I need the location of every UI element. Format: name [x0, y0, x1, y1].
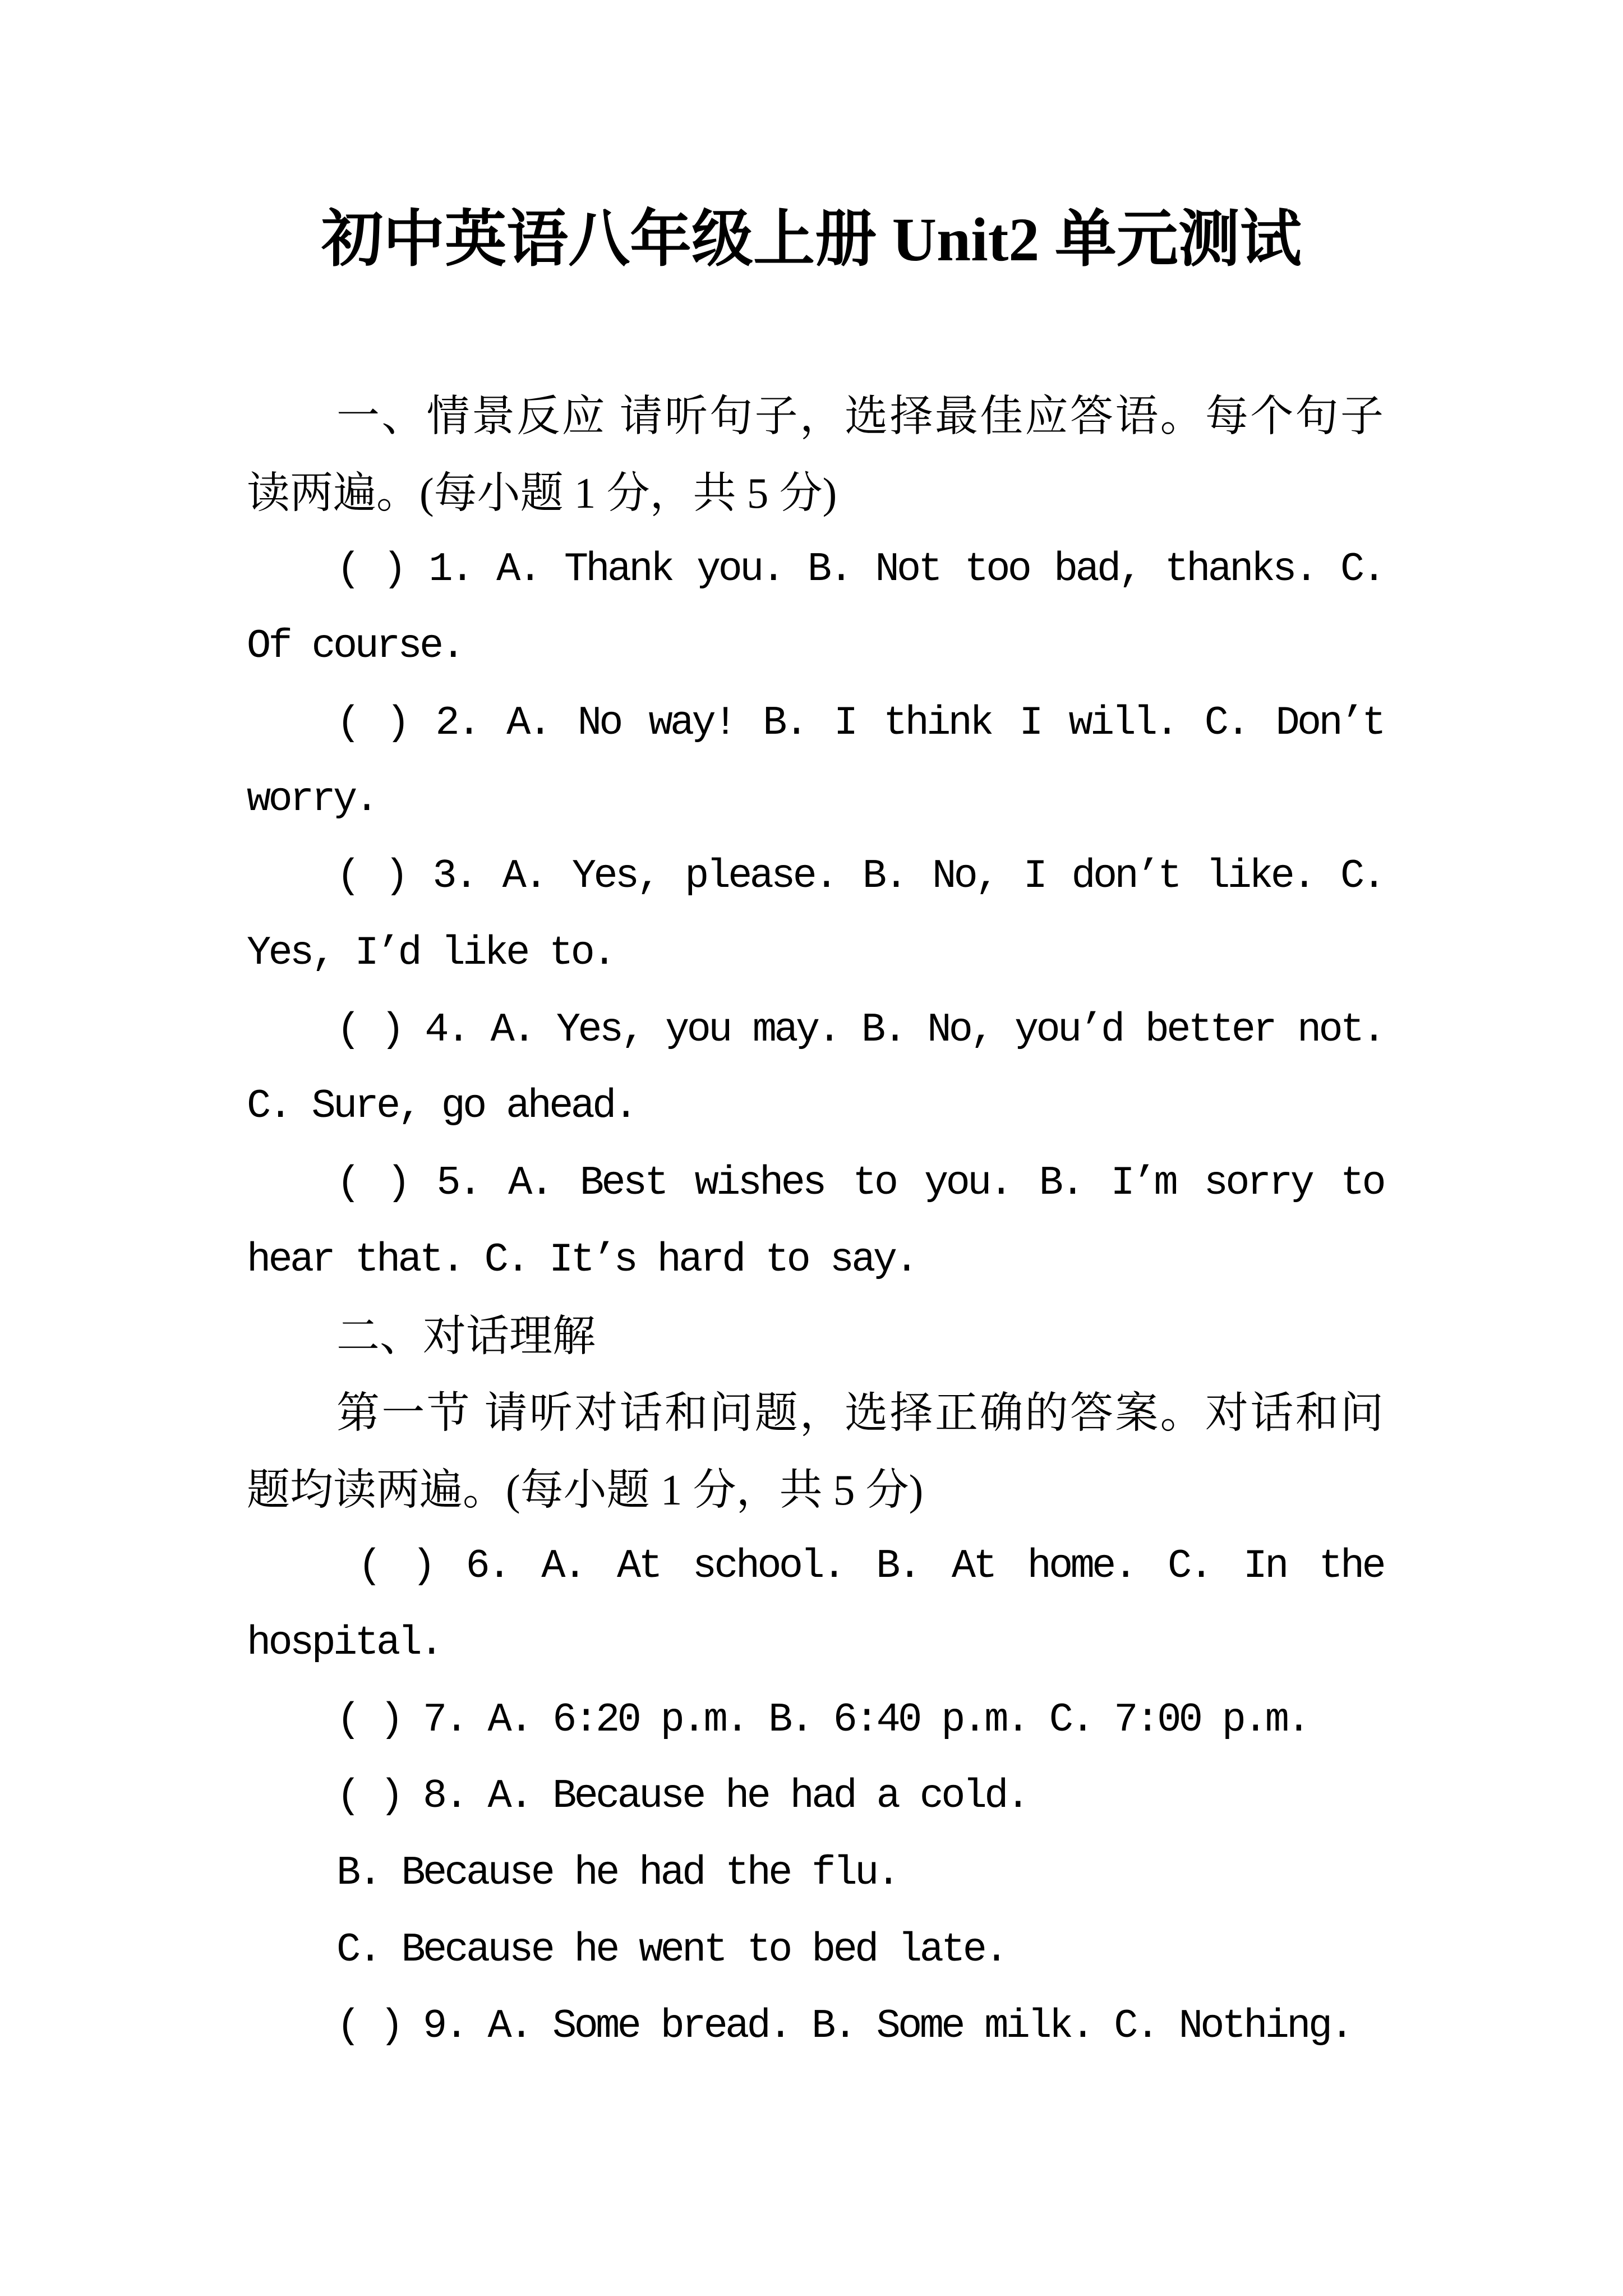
- instruction-line: 题均读两遍。(每小题 1 分，共 5 分): [247, 1465, 924, 1514]
- question-7: [247, 1682, 1384, 1759]
- part-1-instruction: [247, 1375, 1384, 1528]
- option-line: B. Because he had the flu.: [336, 1850, 898, 1897]
- section-1-instruction: [247, 378, 1384, 531]
- question-line: ( ) 5. A. Best wishes to you. B. I’m sorry to: [336, 1159, 1384, 1206]
- question-line: hospital.: [247, 1620, 441, 1666]
- question-3: [247, 838, 1384, 991]
- question-4: [247, 992, 1384, 1145]
- question-5: [247, 1145, 1384, 1298]
- question-9: [247, 1988, 1384, 2065]
- question-line: ( ) 9. A. Some bread. B. Some milk. C. Nothing.: [336, 2003, 1352, 2050]
- section-heading: 二、对话理解: [336, 1312, 596, 1361]
- question-line: ( ) 4. A. Yes, you may. B. No, you’d better not.: [336, 1006, 1384, 1053]
- question-line: ( ) 6. A. At school. B. At home. C. In the: [358, 1543, 1384, 1590]
- option-line: C. Because he went to bed late.: [336, 1926, 1006, 1973]
- instruction-line: 第一节 请听对话和问题，选择正确的答案。对话和问: [336, 1388, 1384, 1437]
- question-line: ( ) 1. A. Thank you. B. Not too bad, thanks. C.: [336, 546, 1384, 593]
- question-line: hear that. C. It’s hard to say.: [247, 1236, 916, 1283]
- question-line: C. Sure, go ahead.: [247, 1083, 636, 1130]
- question-8: [247, 1758, 1384, 1988]
- question-line: Of course.: [247, 623, 463, 670]
- question-line: ( ) 7. A. 6:20 p.m. B. 6:40 p.m. C. 7:00 p.m.: [336, 1696, 1308, 1743]
- question-line: Yes, I’d like to.: [247, 930, 614, 976]
- question-2: [247, 685, 1384, 838]
- question-line: ( ) 8. A. Because he had a cold.: [336, 1773, 1028, 1820]
- question-6: [247, 1528, 1384, 1681]
- section-1: [247, 378, 1384, 1298]
- section-2: [247, 1298, 1384, 2065]
- instruction-line: 读两遍。(每小题 1 分，共 5 分): [247, 468, 837, 517]
- document-body: [247, 378, 1384, 2065]
- question-line: ( ) 3. A. Yes, please. B. No, I don’t like. C.: [336, 853, 1384, 900]
- question-line: worry.: [247, 776, 377, 823]
- instruction-line: 一、情景反应 请听句子，选择最佳应答语。每个句子: [336, 392, 1384, 440]
- question-1: [247, 531, 1384, 684]
- document-title: 初中英语八年级上册 Unit2 单元测试: [321, 205, 1302, 274]
- question-line: ( ) 2. A. No way! B. I think I will. C. Don’t: [336, 700, 1384, 746]
